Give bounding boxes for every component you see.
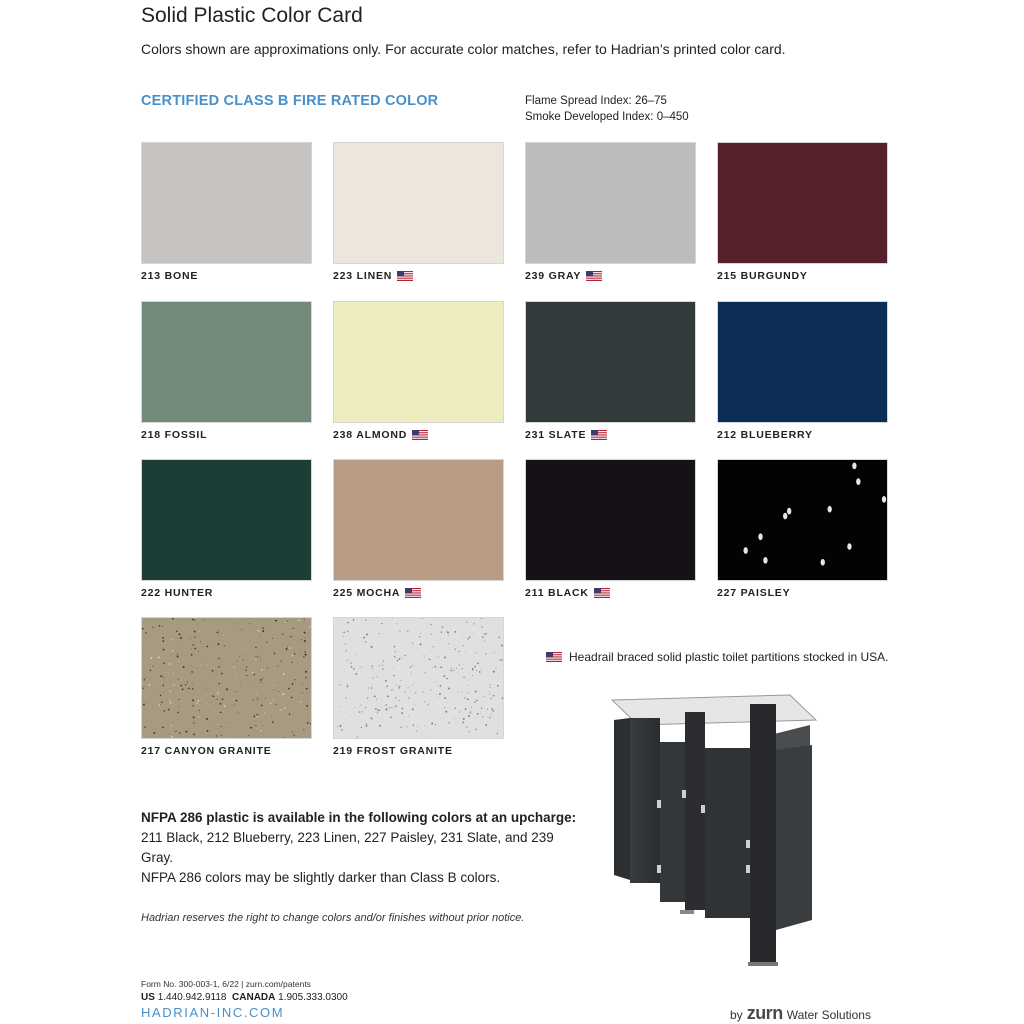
swatch-label-text: 218 FOSSIL <box>141 429 208 441</box>
us-flag-icon <box>412 430 428 440</box>
swatch-label <box>333 270 413 282</box>
us-flag-icon <box>591 430 607 440</box>
swatch-label <box>333 587 421 599</box>
nfpa-note <box>141 808 581 888</box>
us-flag-icon <box>586 271 602 281</box>
nfpa-heading: NFPA 286 plastic is available in the following colors at an upcharge: <box>141 810 577 825</box>
color-swatch <box>717 459 888 581</box>
us-flag-icon <box>397 271 413 281</box>
swatch-label-text: 211 BLACK <box>525 587 589 599</box>
swatch-label <box>141 270 198 282</box>
swatch-label-text: 223 LINEN <box>333 270 393 282</box>
swatch-label-text: 213 BONE <box>141 270 199 282</box>
swatch-label <box>525 270 602 282</box>
swatch-label-text: 225 MOCHA <box>333 587 401 599</box>
color-swatch <box>333 301 504 423</box>
swatch-label <box>141 587 213 599</box>
swatch-label-text: 227 PAISLEY <box>717 587 791 599</box>
color-swatch <box>141 301 312 423</box>
color-swatch <box>717 142 888 264</box>
swatch-label <box>333 429 428 441</box>
toilet-partition-image <box>600 690 840 980</box>
swatch-label-text: 215 BURGUNDY <box>717 270 808 282</box>
swatch-label-text: 217 CANYON GRANITE <box>141 745 272 757</box>
color-swatch <box>333 617 504 739</box>
brand-by: by <box>730 1008 743 1022</box>
disclaimer: Hadrian reserves the right to change colors and/or finishes without prior notice. <box>141 912 525 924</box>
brand-suffix: Water Solutions <box>786 1008 871 1022</box>
swatch-label-text: 238 ALMOND <box>333 429 408 441</box>
swatch-label <box>141 429 207 441</box>
canada-phone: 1.905.333.0300 <box>278 992 348 1003</box>
zurn-brand-logo <box>730 1003 871 1024</box>
stock-note <box>546 650 889 664</box>
color-swatch <box>525 142 696 264</box>
page-subtitle: Colors shown are approximations only. For accurate color matches, refer to Hadrian’s printed color card. <box>141 41 786 57</box>
page-title: Solid Plastic Color Card <box>141 4 363 27</box>
swatch-label-text: 222 HUNTER <box>141 587 214 599</box>
us-label: US <box>141 992 155 1003</box>
color-swatch <box>717 301 888 423</box>
swatch-label <box>333 745 453 757</box>
phone-numbers <box>141 992 348 1003</box>
color-swatch <box>525 301 696 423</box>
brand-name: zurn <box>746 1003 783 1023</box>
swatch-label-text: 239 GRAY <box>525 270 582 282</box>
certification-heading: CERTIFIED CLASS B FIRE RATED COLOR <box>141 93 439 109</box>
swatch-label <box>525 429 607 441</box>
us-flag-icon <box>546 652 562 662</box>
swatch-label-text: 219 FROST GRANITE <box>333 745 453 757</box>
color-swatch <box>525 459 696 581</box>
us-flag-icon <box>594 588 610 598</box>
color-swatch <box>141 142 312 264</box>
color-swatch <box>141 459 312 581</box>
swatch-label <box>717 587 790 599</box>
color-swatch <box>141 617 312 739</box>
canada-label: CANADA <box>232 992 276 1003</box>
swatch-label <box>717 270 808 282</box>
swatch-label <box>141 745 272 757</box>
nfpa-darker-note: NFPA 286 colors may be slightly darker than Class B colors. <box>141 870 501 885</box>
swatch-label <box>717 429 813 441</box>
color-swatch <box>333 459 504 581</box>
nfpa-colors: 211 Black, 212 Blueberry, 223 Linen, 227 Paisley, 231 Slate, and 239 Gray. <box>141 830 554 865</box>
flame-spread-index: Flame Spread Index: 26–75 <box>525 95 667 107</box>
smoke-developed-index: Smoke Developed Index: 0–450 <box>525 111 689 123</box>
color-swatch <box>333 142 504 264</box>
us-phone: 1.440.942.9118 <box>157 992 227 1003</box>
fire-index-block <box>525 93 689 125</box>
form-number: Form No. 300-003-1, 6/22 | zurn.com/patents <box>141 979 311 989</box>
swatch-label-text: 231 SLATE <box>525 429 587 441</box>
website-link[interactable]: HADRIAN-INC.COM <box>141 1005 285 1020</box>
swatch-label-text: 212 BLUEBERRY <box>717 429 813 441</box>
stock-note-text: Headrail braced solid plastic toilet partitions stocked in USA. <box>569 650 889 664</box>
us-flag-icon <box>405 588 421 598</box>
swatch-label <box>525 587 610 599</box>
